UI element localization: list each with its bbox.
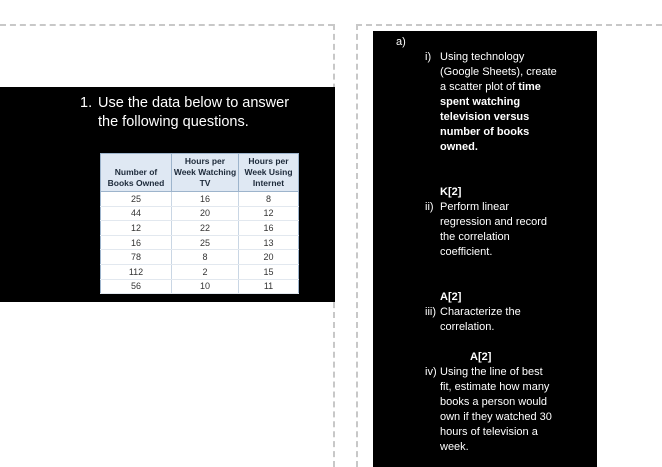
mark-k2-text: K[2] — [440, 186, 462, 198]
task-iv-label: iv) — [425, 366, 437, 378]
cell-tv: 2 — [172, 264, 239, 279]
task-iii-label: iii) — [425, 306, 436, 318]
mark-a2-first — [440, 290, 461, 305]
part-label: a) — [396, 36, 406, 48]
task-iii-text: Characterize the correlation. — [440, 306, 521, 333]
table-header-row — [101, 154, 299, 192]
tasks-panel — [373, 31, 597, 467]
task-i-text-plain: Using technology (Google Sheets), create a scatter plot of — [440, 51, 557, 93]
cell-tv: 8 — [172, 250, 239, 265]
task-ii-label: ii) — [425, 201, 434, 213]
cell-books: 12 — [101, 221, 172, 236]
cell-tv: 22 — [172, 221, 239, 236]
task-i-label: i) — [425, 51, 432, 63]
mark-a2-second — [470, 350, 491, 365]
cell-books: 78 — [101, 250, 172, 265]
header-hours-internet: Hours per Week Using Internet — [239, 154, 299, 192]
cell-books: 44 — [101, 206, 172, 221]
cell-internet: 11 — [239, 279, 299, 294]
cell-internet: 20 — [239, 250, 299, 265]
question — [80, 94, 310, 132]
left-slide-top-border — [0, 24, 334, 26]
cell-tv: 16 — [172, 192, 239, 207]
cell-books: 56 — [101, 279, 172, 294]
mark-a2-first-text: A[2] — [440, 291, 462, 303]
cell-internet: 13 — [239, 235, 299, 250]
question-number: 1. — [80, 95, 93, 111]
mark-a2-second-text: A[2] — [470, 351, 492, 363]
task-iv-text: Using the line of best fit, estimate how many books a person would own if they watched 30 hours of television a week. — [440, 366, 552, 453]
table-row — [101, 221, 299, 236]
table-row — [101, 206, 299, 221]
cell-internet: 12 — [239, 206, 299, 221]
task-ii-text: Perform linear regression and record the correlation coefficient. — [440, 201, 548, 258]
data-table — [100, 153, 299, 294]
cell-internet: 16 — [239, 221, 299, 236]
cell-tv: 25 — [172, 235, 239, 250]
header-hours-tv: Hours per Week Watching TV — [172, 154, 239, 192]
cell-internet: 15 — [239, 264, 299, 279]
table-row — [101, 279, 299, 294]
cell-books: 16 — [101, 235, 172, 250]
task-i-text-bold: time spent watching television versus number of books owned. — [440, 81, 541, 153]
table-row — [101, 192, 299, 207]
cell-books: 112 — [101, 264, 172, 279]
question-text: Use the data below to answer the following questions. — [98, 95, 290, 130]
table-row — [101, 264, 299, 279]
cell-internet: 8 — [239, 192, 299, 207]
cell-books: 25 — [101, 192, 172, 207]
right-slide-left-border — [356, 24, 358, 467]
table-row — [101, 250, 299, 265]
mark-k2 — [440, 185, 461, 200]
table-row — [101, 235, 299, 250]
cell-tv: 10 — [172, 279, 239, 294]
question-panel — [0, 87, 335, 302]
right-slide-top-border — [356, 24, 662, 26]
header-books-owned: Number of Books Owned — [101, 154, 172, 192]
cell-tv: 20 — [172, 206, 239, 221]
task-i-text — [440, 50, 558, 155]
